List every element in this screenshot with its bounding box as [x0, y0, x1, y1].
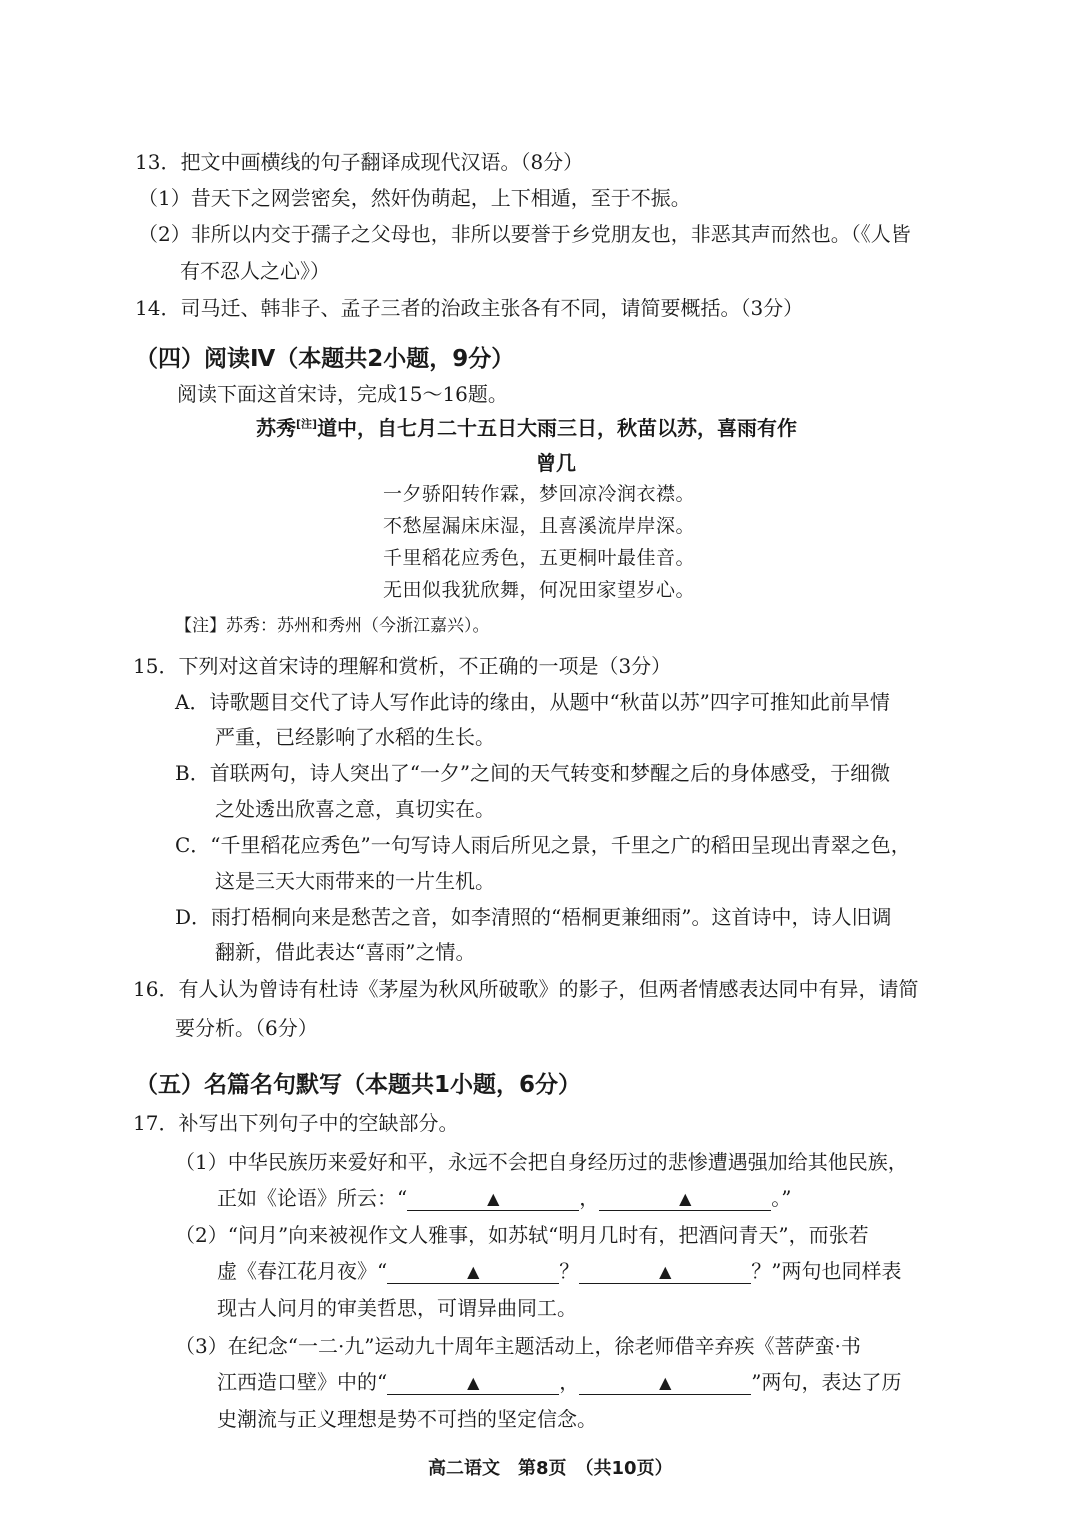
poem-title-place: 苏秀	[256, 416, 296, 440]
q17-part-3-cont: 史潮流与正义理想是势不可挡的坚定信念。	[217, 1407, 597, 1431]
triangle-icon: ▲	[679, 1189, 692, 1208]
q13-sentence-1: （1）昔天下之网尝密矣，然奸伪萌起，上下相遁，至于不振。	[138, 186, 691, 210]
q17-part-3: （3）在纪念“一二·九”运动九十周年主题活动上，徐老师借辛弃疾《菩萨蛮·书	[175, 1334, 861, 1358]
blank-closing: ”两句，表达了历	[751, 1370, 902, 1394]
fill-blank[interactable]	[599, 1188, 771, 1211]
q15-stem: 15．下列对这首宋诗的理解和赏析，不正确的一项是（3分）	[133, 654, 672, 678]
triangle-icon: ▲	[467, 1373, 480, 1392]
q15-option-b: B．首联两句，诗人突出了“一夕”之间的天气转变和梦醒之后的身体感受，于细微	[175, 761, 891, 785]
triangle-icon: ▲	[467, 1262, 480, 1281]
triangle-icon: ▲	[659, 1262, 672, 1281]
q17-part-3-lead: 江西造口壁》中的“	[217, 1370, 388, 1394]
q15-option-c-cont: 这是三天大雨带来的一片生机。	[215, 869, 495, 893]
fill-blank[interactable]	[579, 1372, 751, 1395]
page-footer: 高二语文 第8页 （共10页）	[428, 1458, 673, 1479]
fill-blank[interactable]	[407, 1188, 579, 1211]
poem-line-2: 不愁屋漏床床湿，且喜溪流岸岸深。	[383, 515, 696, 537]
section-5-heading: （五）名篇名句默写（本题共1小题，6分）	[135, 1072, 582, 1098]
q17-part-1: （1）中华民族历来爱好和平，永远不会把自身经历过的悲惨遭遇强加给其他民族，	[175, 1150, 908, 1174]
poem-line-3: 千里稻花应秀色，五更桐叶最佳音。	[383, 547, 696, 569]
q15-option-d-cont: 翻新，借此表达“喜雨”之情。	[215, 940, 476, 964]
q16-stem: 16．有人认为曾诗有杜诗《茅屋为秋风所破歌》的影子，但两者情感表达同中有异，请简	[133, 977, 919, 1001]
blank-separator: ？	[559, 1259, 580, 1283]
poem-author: 曾几	[536, 451, 576, 475]
blank-separator: ，	[579, 1186, 600, 1210]
q13-sentence-2-cont: 有不忍人之心》）	[180, 259, 330, 283]
q13-sentence-2: （2）非所以内交于孺子之父母也，非所以要誉于乡党朋友也，非恶其声而然也。（《人皆	[138, 222, 911, 246]
q17-part-2-lead: 虚《春江花月夜》“	[217, 1259, 388, 1283]
blank-closing: ？”两句也同样表	[751, 1259, 902, 1283]
q14-stem: 14．司马迁、韩非子、孟子三者的治政主张各有不同，请简要概括。（3分）	[135, 296, 804, 320]
fill-blank[interactable]	[387, 1372, 559, 1395]
q15-option-a-cont: 严重，已经影响了水稻的生长。	[215, 725, 495, 749]
poem-title-note-mark: [注]	[296, 417, 318, 431]
section-4-instruction: 阅读下面这首宋诗，完成15～16题。	[177, 382, 508, 406]
poem-title	[256, 412, 797, 441]
triangle-icon: ▲	[487, 1189, 500, 1208]
fill-blank[interactable]	[579, 1261, 751, 1284]
q15-option-c: C．“千里稻花应秀色”一句写诗人雨后所见之景，千里之广的稻田呈现出青翠之色，	[175, 833, 911, 857]
q17-part-2: （2）“问月”向来被视作文人雅事，如苏轼“明月几时有，把酒问青天”，而张若	[175, 1223, 869, 1247]
q17-part-2-fill	[217, 1255, 901, 1284]
fill-blank[interactable]	[387, 1261, 559, 1284]
q17-stem: 17．补写出下列句子中的空缺部分。	[133, 1111, 459, 1135]
section-4-heading: （四）阅读Ⅳ（本题共2小题，9分）	[135, 346, 515, 372]
poem-footnote: 【注】苏秀：苏州和秀州（今浙江嘉兴）。	[175, 616, 490, 636]
q16-stem-cont: 要分析。（6分）	[175, 1016, 318, 1040]
q15-option-d: D．雨打梧桐向来是愁苦之音，如李清照的“梧桐更兼细雨”。这首诗中，诗人旧调	[175, 905, 892, 929]
q15-option-b-cont: 之处透出欣喜之意，真切实在。	[215, 797, 495, 821]
poem-title-rest: 道中，自七月二十五日大雨三日，秋苗以苏，喜雨有作	[317, 416, 798, 440]
q15-option-a: A．诗歌题目交代了诗人写作此诗的缘由，从题中“秋苗以苏”四字可推知此前旱情	[175, 690, 890, 714]
poem-line-4: 无田似我犹欣舞，何况田家望岁心。	[383, 579, 696, 601]
q17-part-3-fill	[217, 1366, 901, 1395]
blank-closing: 。”	[771, 1186, 792, 1210]
q17-part-1-fill	[217, 1182, 791, 1211]
q17-part-2-cont: 现古人问月的审美哲思，可谓异曲同工。	[217, 1296, 577, 1320]
blank-separator: ，	[559, 1370, 580, 1394]
q13-stem: 13．把文中画横线的句子翻译成现代汉语。（8分）	[135, 150, 584, 174]
poem-line-1: 一夕骄阳转作霖，梦回凉冷润衣襟。	[383, 483, 696, 505]
triangle-icon: ▲	[659, 1373, 672, 1392]
q17-part-1-lead: 正如《论语》所云：“	[217, 1186, 408, 1210]
